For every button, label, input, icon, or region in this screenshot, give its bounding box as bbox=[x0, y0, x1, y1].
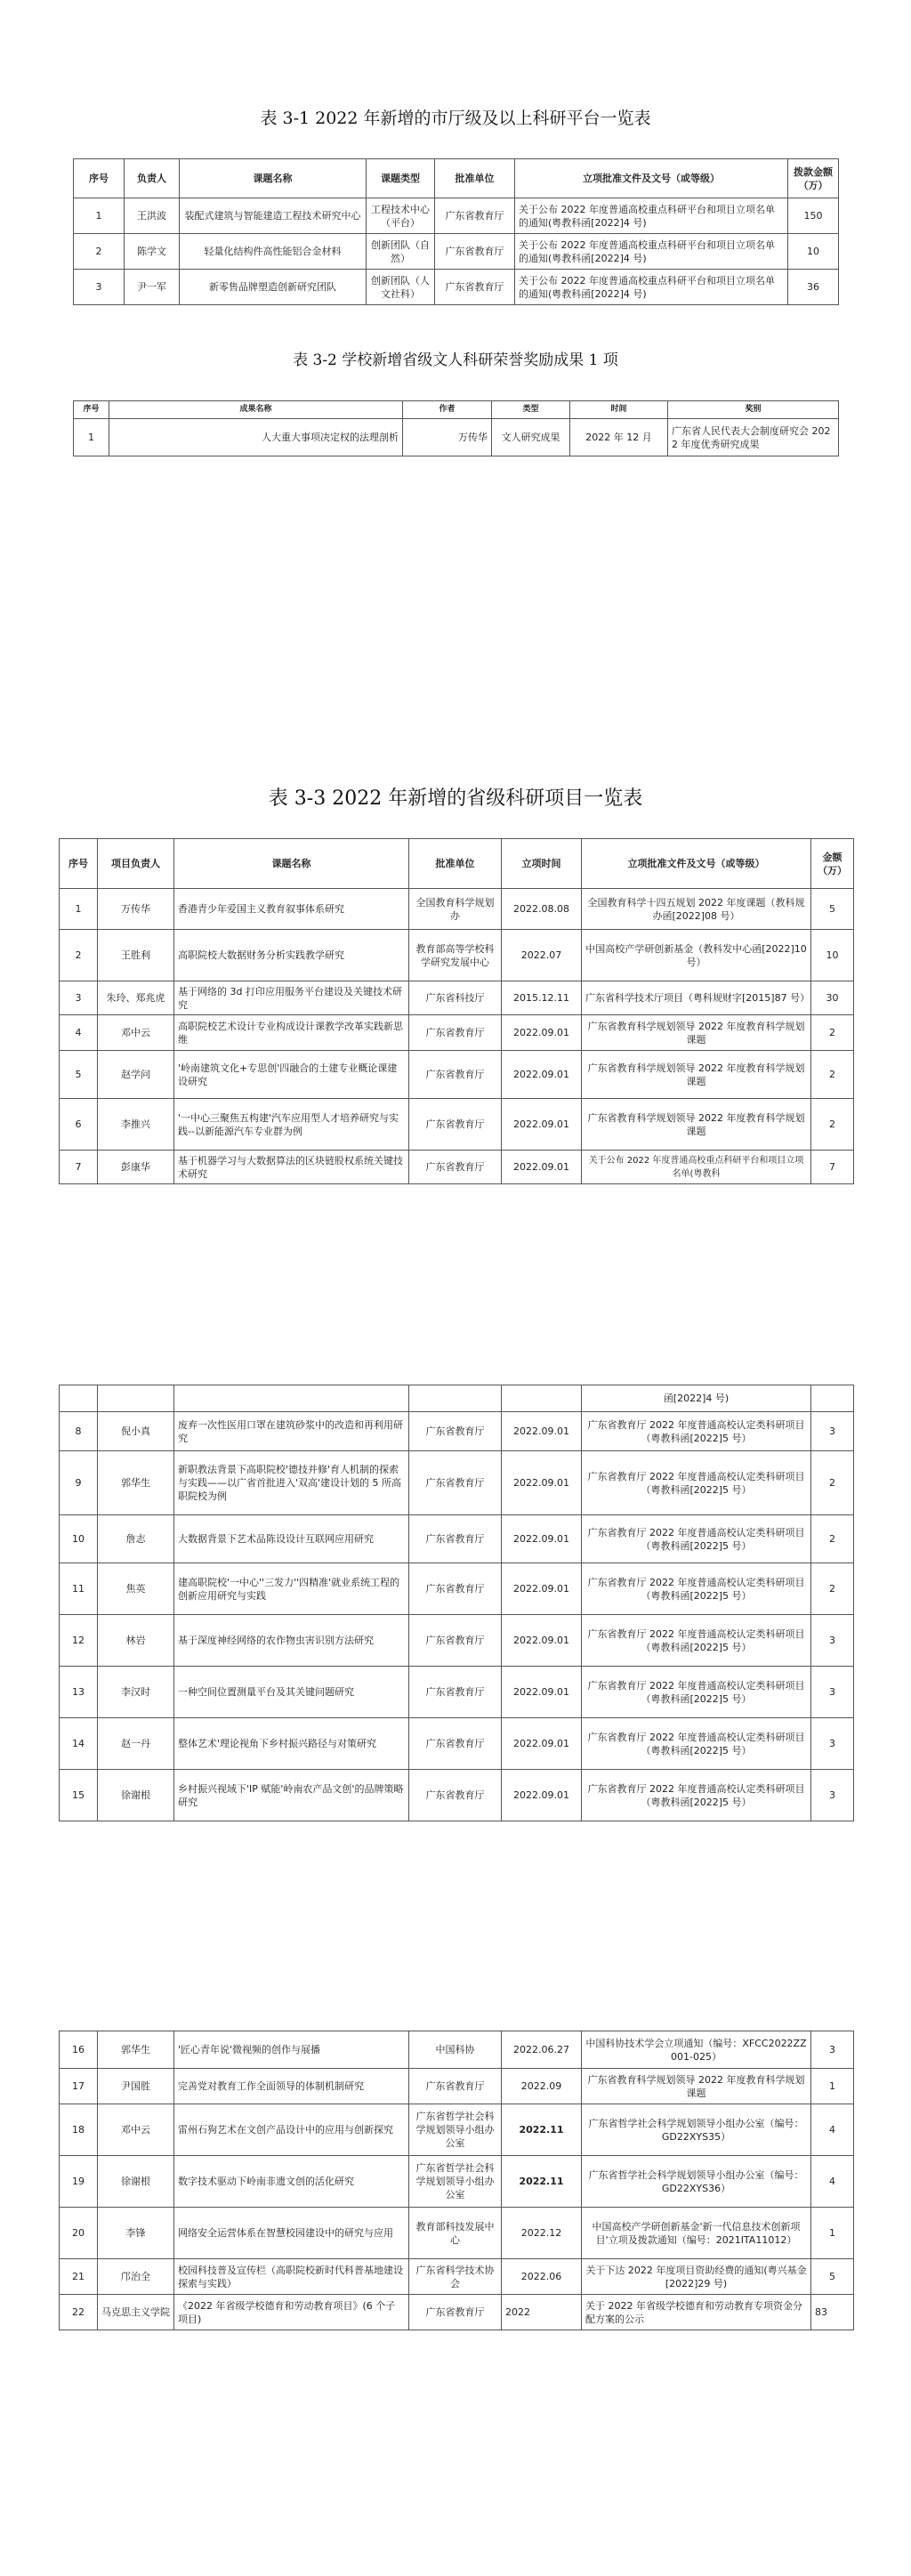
cell bbox=[174, 1385, 409, 1412]
cell: 广东省教育厅 bbox=[409, 1015, 502, 1051]
table-3-1-title: 表 3-1 2022 年新增的市厅级及以上科研平台一览表 bbox=[260, 109, 651, 128]
cell: 中国科协技术学会立项通知（编号：XFCC2022ZZ001-025） bbox=[582, 2031, 811, 2069]
cell: 关于公布 2022 年度普通高校重点科研平台和项目立项名单的通知(粤教科函[2022]4 号) bbox=[515, 234, 788, 270]
cell: 3 bbox=[811, 1412, 854, 1451]
cell: 广东省教育厅 2022 年度普通高校认定类科研项目（粤教科函[2022]5 号） bbox=[582, 1412, 811, 1451]
cell: 14 bbox=[60, 1718, 98, 1770]
cell bbox=[502, 1385, 582, 1412]
cell: 高职院校大数据财务分析实践教学研究 bbox=[174, 930, 409, 981]
cell: 广东省哲学社会科学规划领导小组办公室 bbox=[409, 2104, 502, 2156]
cell: 完善党对教育工作全面领导的体制机制研究 bbox=[174, 2069, 409, 2104]
header-cell: 批准单位 bbox=[409, 839, 502, 889]
cell: 徐谢根 bbox=[98, 2156, 174, 2208]
cell: 广东省哲学社会科学规划领导小组办公室 bbox=[409, 2156, 502, 2208]
cell: 广东省教育厅 2022 年度普通高校认定类科研项目（粤教科函[2022]5 号） bbox=[582, 1451, 811, 1515]
cell: 彭康华 bbox=[98, 1151, 174, 1184]
cell: 2 bbox=[811, 1099, 854, 1151]
cell: 2022.09.01 bbox=[502, 1412, 582, 1451]
cell: 4 bbox=[811, 2104, 854, 2156]
cell: 2 bbox=[811, 1015, 854, 1051]
header-cell: 课题类型 bbox=[367, 159, 435, 198]
cell: 18 bbox=[60, 2104, 98, 2156]
cell: 广东省教育厅 bbox=[409, 2069, 502, 2104]
cell: 詹志 bbox=[98, 1515, 174, 1563]
header-cell: 序号 bbox=[74, 401, 109, 419]
cell: 30 bbox=[811, 981, 854, 1015]
table-row-continuation bbox=[60, 1385, 854, 1412]
cell: 高职院校艺术设计专业构成设计课教学改革实践新思维 bbox=[174, 1015, 409, 1051]
cell: 李汉时 bbox=[98, 1667, 174, 1718]
table-row bbox=[60, 2069, 854, 2104]
cell: 17 bbox=[60, 2069, 98, 2104]
cell: 36 bbox=[788, 270, 839, 305]
cell: 教育部科技发展中心 bbox=[409, 2208, 502, 2259]
cell: 21 bbox=[60, 2259, 98, 2295]
cell: 150 bbox=[788, 198, 839, 234]
cell: 3 bbox=[811, 1667, 854, 1718]
cell: 2022.09.01 bbox=[502, 1451, 582, 1515]
cell: 广东省教育厅 bbox=[435, 234, 515, 270]
header-cell: 类型 bbox=[492, 401, 570, 419]
cell: 5 bbox=[811, 889, 854, 930]
cell: 3 bbox=[60, 981, 98, 1015]
cell: 9 bbox=[60, 1451, 98, 1515]
cell: '岭南建筑文化+专思创'四融合的土建专业概论课建设研究 bbox=[174, 1051, 409, 1099]
table-row bbox=[60, 1412, 854, 1451]
cell: 广东省教育厅 2022 年度普通高校认定类科研项目（粤教科函[2022]5 号） bbox=[582, 1718, 811, 1770]
cell: 新职教法背景下高职院校'德技并修'育人机制的探索与实践——以广省首批进入'双高'建设计划的 5 所高职院校为例 bbox=[174, 1451, 409, 1515]
table-row bbox=[60, 1515, 854, 1563]
cell: 陈学文 bbox=[125, 234, 180, 270]
table-3-2-title: 表 3-2 学校新增省级文人科研荣誉奖励成果 1 项 bbox=[293, 351, 618, 369]
header-cell: 立项批准文件及文号（或等级） bbox=[515, 159, 788, 198]
cell: 邝治全 bbox=[98, 2259, 174, 2295]
header-cell: 序号 bbox=[74, 159, 125, 198]
cell: 林岩 bbox=[98, 1615, 174, 1667]
header-cell: 课题名称 bbox=[180, 159, 367, 198]
cell: 2022.06 bbox=[502, 2259, 582, 2295]
cell: 中国高校产学研创新基金（教科发中心函[2022]10 号） bbox=[582, 930, 811, 981]
cell: 2015.12.11 bbox=[502, 981, 582, 1015]
cell: 基于深度神经网络的农作物虫害识别方法研究 bbox=[174, 1615, 409, 1667]
cell: 倪小真 bbox=[98, 1412, 174, 1451]
cell: 焦英 bbox=[98, 1563, 174, 1615]
cell: 王胜利 bbox=[98, 930, 174, 981]
cell: 广东省教育厅 bbox=[409, 1451, 502, 1515]
cell bbox=[98, 1385, 174, 1412]
cell: 创新团队（人文社科） bbox=[367, 270, 435, 305]
table-row bbox=[60, 1151, 854, 1184]
cell: 2022.09.01 bbox=[502, 1718, 582, 1770]
cell: 2 bbox=[60, 930, 98, 981]
cell: 5 bbox=[811, 2259, 854, 2295]
cell: 7 bbox=[811, 1151, 854, 1184]
cell: 1 bbox=[74, 419, 109, 456]
table-row bbox=[60, 1770, 854, 1821]
cell: 3 bbox=[74, 270, 125, 305]
cell: 2022.08.08 bbox=[502, 889, 582, 930]
cell: 4 bbox=[811, 2156, 854, 2208]
cell: 校园科技普及宣传栏（高职院校新时代科普基地建设探索与实践） bbox=[174, 2259, 409, 2295]
table-3-3-part-2 bbox=[59, 1385, 854, 1821]
cell: 《2022 年省级学校德育和劳动教育项目》(6 个子项目) bbox=[174, 2295, 409, 2330]
cell: 2022.09.01 bbox=[502, 1770, 582, 1821]
cell: 广东省教育厅 2022 年度普通高校认定类科研项目（粤教科函[2022]5 号） bbox=[582, 1563, 811, 1615]
cell: 广东省教育厅 bbox=[409, 1615, 502, 1667]
cell: 香港青少年爱国主义教育叙事体系研究 bbox=[174, 889, 409, 930]
header-cell: 时间 bbox=[570, 401, 668, 419]
cell: 广东省教育厅 bbox=[409, 1515, 502, 1563]
cell bbox=[409, 1385, 502, 1412]
table-3-3-title: 表 3-3 2022 年新增的省级科研项目一览表 bbox=[268, 787, 643, 810]
cell: 2022.09.01 bbox=[502, 1667, 582, 1718]
cell: 赵一丹 bbox=[98, 1718, 174, 1770]
cell: 李推兴 bbox=[98, 1099, 174, 1151]
cell: 广东省教育厅 bbox=[409, 2295, 502, 2330]
cell: 广东省教育厅 bbox=[409, 1770, 502, 1821]
cell: 2 bbox=[811, 1051, 854, 1099]
cell: 11 bbox=[60, 1563, 98, 1615]
cell: 全国教育科学十四五规划 2022 年度课题（教科规办函[2022]08 号） bbox=[582, 889, 811, 930]
cell: 2022 年 12 月 bbox=[570, 419, 668, 456]
cell: 2022.11 bbox=[502, 2104, 582, 2156]
header-cell: 成果名称 bbox=[109, 401, 403, 419]
cell: 2022.07 bbox=[502, 930, 582, 981]
cell: 朱玲、郑兆虎 bbox=[98, 981, 174, 1015]
cell: 关于 2022 年省级学校德育和劳动教育专项资金分配方案的公示 bbox=[582, 2295, 811, 2330]
cell: 人大重大事项决定权的法理剖析 bbox=[109, 419, 403, 456]
cell: 大数据背景下艺术品陈设设计互联网应用研究 bbox=[174, 1515, 409, 1563]
cell: 关于公布 2022 年度普通高校重点科研平台和项目立项名单的通知(粤教科函[2022]4 号) bbox=[515, 198, 788, 234]
table-row bbox=[60, 930, 854, 981]
cell: 10 bbox=[811, 930, 854, 981]
cell: 关于公布 2022 年度普通高校重点科研平台和项目立项名单(粤教科 bbox=[582, 1151, 811, 1184]
cell: 1 bbox=[74, 198, 125, 234]
cell: 1 bbox=[811, 2208, 854, 2259]
cell: 数字技术驱动下岭南非遗文创的活化研究 bbox=[174, 2156, 409, 2208]
table-row bbox=[60, 889, 854, 930]
cell: 广东省科学技术协会 bbox=[409, 2259, 502, 2295]
cell: 基于机器学习与大数据算法的区块链股权系统关键技术研究 bbox=[174, 1151, 409, 1184]
header-cell: 项目负责人 bbox=[98, 839, 174, 889]
cell bbox=[811, 1385, 854, 1412]
cell: 2022.06.27 bbox=[502, 2031, 582, 2069]
cell: 4 bbox=[60, 1015, 98, 1051]
cell: 广东省哲学社会科学规划领导小组办公室（编号：GD22XYS35） bbox=[582, 2104, 811, 2156]
cell: 8 bbox=[60, 1412, 98, 1451]
cell: 工程技术中心（平台） bbox=[367, 198, 435, 234]
header-cell: 课题名称 bbox=[174, 839, 409, 889]
cell: 王洪波 bbox=[125, 198, 180, 234]
cell: 7 bbox=[60, 1151, 98, 1184]
cell: 10 bbox=[60, 1515, 98, 1563]
table-row bbox=[60, 1615, 854, 1667]
cell: 广东省教育科学规划领导 2022 年度教育科学规划课题 bbox=[582, 1099, 811, 1151]
cell: 广东省教育厅 bbox=[409, 1412, 502, 1451]
cell: 2022.09.01 bbox=[502, 1151, 582, 1184]
cell: 广东省教育厅 bbox=[409, 1151, 502, 1184]
table-row bbox=[60, 2208, 854, 2259]
header-cell: 拨款金额（万） bbox=[788, 159, 839, 198]
cell: 广东省教育厅 bbox=[409, 1099, 502, 1151]
cell: 徐谢根 bbox=[98, 1770, 174, 1821]
cell: 教育部高等学校科学研究发展中心 bbox=[409, 930, 502, 981]
cell: 12 bbox=[60, 1615, 98, 1667]
cell: 83 bbox=[811, 2295, 854, 2330]
cell: 2022 bbox=[502, 2295, 582, 2330]
cell: 2022.09.01 bbox=[502, 1563, 582, 1615]
table-row bbox=[60, 1015, 854, 1051]
cell: 马克思主义学院 bbox=[98, 2295, 174, 2330]
cell: 2022.09.01 bbox=[502, 1515, 582, 1563]
cell: 全国教育科学规划办 bbox=[409, 889, 502, 930]
cell: 20 bbox=[60, 2208, 98, 2259]
cell: 邓中云 bbox=[98, 1015, 174, 1051]
table-3-3-header-row bbox=[60, 839, 854, 889]
cell: 建高职院校'一中心''三发力''四精准'就业系统工程的创新应用研究与实践 bbox=[174, 1563, 409, 1615]
cell: 6 bbox=[60, 1099, 98, 1151]
header-cell: 立项时间 bbox=[502, 839, 582, 889]
cell: 3 bbox=[811, 2031, 854, 2069]
table-row bbox=[60, 1099, 854, 1151]
cell: 函[2022]4 号) bbox=[582, 1385, 811, 1412]
cell: 基于网络的 3d 打印应用服务平台建设及关键技术研究 bbox=[174, 981, 409, 1015]
header-cell: 负责人 bbox=[125, 159, 180, 198]
cell: 创新团队（自然） bbox=[367, 234, 435, 270]
cell: 装配式建筑与智能建造工程技术研究中心 bbox=[180, 198, 367, 234]
table-row bbox=[60, 1451, 854, 1515]
cell: 广东省教育厅 2022 年度普通高校认定类科研项目（粤教科函[2022]5 号） bbox=[582, 1770, 811, 1821]
cell: 关于下达 2022 年度项目资助经费的通知(粤兴基金[2022]29 号) bbox=[582, 2259, 811, 2295]
cell: 10 bbox=[788, 234, 839, 270]
cell: 广东省教育厅 bbox=[409, 1667, 502, 1718]
cell: 乡村振兴视域下'IP 赋能'岭南农产品文创'的品牌策略研究 bbox=[174, 1770, 409, 1821]
cell: 广东省教育厅 bbox=[409, 1563, 502, 1615]
cell: 整体艺术'理论视角下乡村振兴路径与对策研究 bbox=[174, 1718, 409, 1770]
cell: 广东省科学技术厅项目（粤科规财字[2015]87 号） bbox=[582, 981, 811, 1015]
cell: 19 bbox=[60, 2156, 98, 2208]
cell: 广东省教育厅 2022 年度普通高校认定类科研项目（粤教科函[2022]5 号） bbox=[582, 1667, 811, 1718]
cell: 关于公布 2022 年度普通高校重点科研平台和项目立项名单的通知(粤教科函[2022]4 号) bbox=[515, 270, 788, 305]
cell: 2022.11 bbox=[502, 2156, 582, 2208]
cell: 广东省教育科学规划领导 2022 年度教育科学规划课题 bbox=[582, 1051, 811, 1099]
cell: 广东省教育厅 bbox=[435, 270, 515, 305]
cell: 广东省教育科学规划领导 2022 年度教育科学规划课题 bbox=[582, 2069, 811, 2104]
cell: 广东省教育科学规划领导 2022 年度教育科学规划课题 bbox=[582, 1015, 811, 1051]
cell: 中国科协 bbox=[409, 2031, 502, 2069]
cell: 2022.12 bbox=[502, 2208, 582, 2259]
table-row bbox=[60, 1718, 854, 1770]
cell: 李锋 bbox=[98, 2208, 174, 2259]
cell: 1 bbox=[811, 2069, 854, 2104]
cell: 新零售品牌塑造创新研究团队 bbox=[180, 270, 367, 305]
cell: 广东省教育厅 2022 年度普通高校认定类科研项目（粤教科函[2022]5 号） bbox=[582, 1515, 811, 1563]
table-row bbox=[60, 2156, 854, 2208]
header-cell: 作者 bbox=[403, 401, 492, 419]
cell: 广东省哲学社会科学规划领导小组办公室（编号：GD22XYS36） bbox=[582, 2156, 811, 2208]
cell: 废弃一次性医用口罩在建筑砂浆中的改造和再利用研究 bbox=[174, 1412, 409, 1451]
cell: 广东省教育厅 bbox=[409, 1051, 502, 1099]
table-row bbox=[60, 2104, 854, 2156]
cell: 2022.09.01 bbox=[502, 1051, 582, 1099]
cell: '一中心三聚焦五构建'汽车应用型人才培养研究与实践--以新能源汽车专业群为例 bbox=[174, 1099, 409, 1151]
cell: 郭华生 bbox=[98, 2031, 174, 2069]
table-row bbox=[60, 981, 854, 1015]
cell: 2 bbox=[811, 1515, 854, 1563]
cell: 5 bbox=[60, 1051, 98, 1099]
cell: 尹一军 bbox=[125, 270, 180, 305]
table-row bbox=[60, 1051, 854, 1099]
table-3-3-part-3 bbox=[59, 2031, 854, 2330]
cell: 2022.09.01 bbox=[502, 1015, 582, 1051]
cell: 3 bbox=[811, 1770, 854, 1821]
cell: 2 bbox=[811, 1451, 854, 1515]
cell: 网络安全运营体系在智慧校园建设中的研究与应用 bbox=[174, 2208, 409, 2259]
cell bbox=[60, 1385, 98, 1412]
table-row bbox=[60, 2031, 854, 2069]
cell: 1 bbox=[60, 889, 98, 930]
cell: 轻量化结构件高性能铝合金材料 bbox=[180, 234, 367, 270]
cell: 22 bbox=[60, 2295, 98, 2330]
header-cell: 批准单位 bbox=[435, 159, 515, 198]
cell: 15 bbox=[60, 1770, 98, 1821]
cell: 万传华 bbox=[403, 419, 492, 456]
cell: 广东省教育厅 2022 年度普通高校认定类科研项目（粤教科函[2022]5 号） bbox=[582, 1615, 811, 1667]
table-3-3-part-1 bbox=[59, 838, 854, 1184]
table-row bbox=[60, 2259, 854, 2295]
cell: 2022.09.01 bbox=[502, 1615, 582, 1667]
table-row bbox=[60, 2295, 854, 2330]
header-cell: 金额（万） bbox=[811, 839, 854, 889]
cell: 郭华生 bbox=[98, 1451, 174, 1515]
cell: 文人研究成果 bbox=[492, 419, 570, 456]
cell: 广东省科技厅 bbox=[409, 981, 502, 1015]
cell: 2022.09.01 bbox=[502, 1099, 582, 1151]
cell: 尹国胜 bbox=[98, 2069, 174, 2104]
table-row bbox=[60, 1667, 854, 1718]
cell: 广东省教育厅 bbox=[435, 198, 515, 234]
cell: 中国高校产学研创新基金'新一代信息技术创新项目'立项及拨款通知（编号：2021ITA11012） bbox=[582, 2208, 811, 2259]
cell: 2 bbox=[74, 234, 125, 270]
header-cell: 奖别 bbox=[668, 401, 839, 419]
page-2 bbox=[0, 0, 911, 1228]
cell: '匠心青年说'微视频的创作与展播 bbox=[174, 2031, 409, 2069]
cell: 2022.09 bbox=[502, 2069, 582, 2104]
cell: 万传华 bbox=[98, 889, 174, 930]
table-row bbox=[60, 1563, 854, 1615]
cell: 13 bbox=[60, 1667, 98, 1718]
cell: 广东省教育厅 bbox=[409, 1718, 502, 1770]
cell: 2 bbox=[811, 1563, 854, 1615]
cell: 一种空间位置测量平台及其关键问题研究 bbox=[174, 1667, 409, 1718]
cell: 3 bbox=[811, 1718, 854, 1770]
cell: 赵学问 bbox=[98, 1051, 174, 1099]
header-cell: 立项批准文件及文号（或等级） bbox=[582, 839, 811, 889]
cell: 雷州石狗艺术在文创产品设计中的应用与创新探究 bbox=[174, 2104, 409, 2156]
cell: 邓中云 bbox=[98, 2104, 174, 2156]
cell: 3 bbox=[811, 1615, 854, 1667]
header-cell: 序号 bbox=[60, 839, 98, 889]
cell: 广东省人民代表大会制度研究会 2022 年度优秀研究成果 bbox=[668, 419, 839, 456]
cell: 16 bbox=[60, 2031, 98, 2069]
